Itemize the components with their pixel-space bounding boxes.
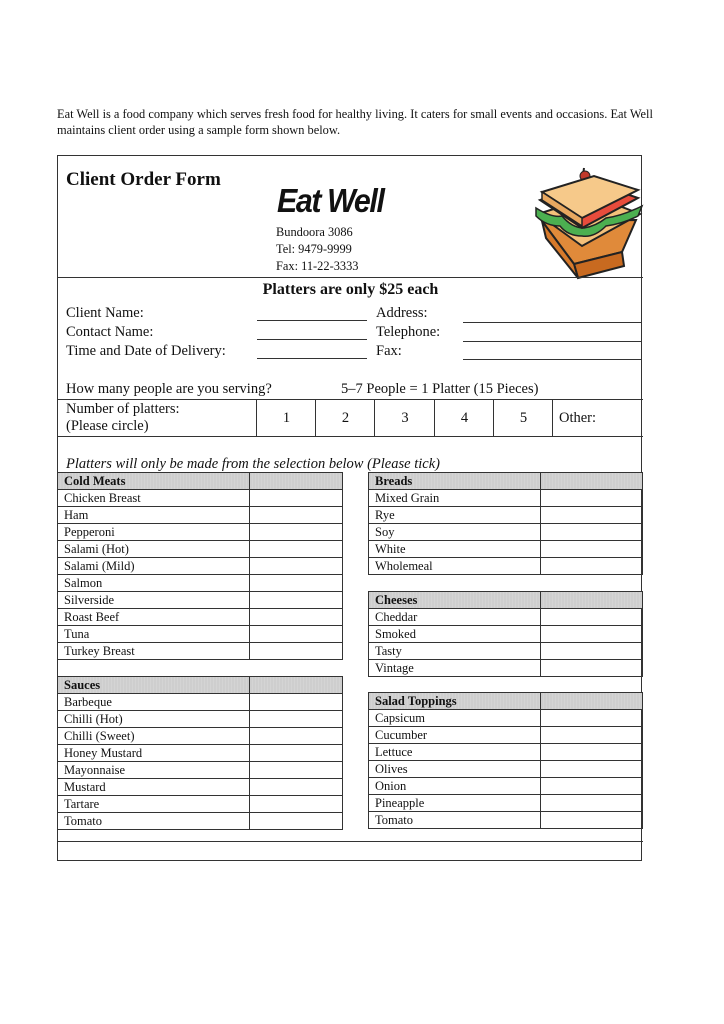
list-item <box>58 812 343 829</box>
telephone-label: Telephone: <box>376 324 441 340</box>
item-label: Chilli (Hot) <box>58 710 250 727</box>
form-title: Client Order Form <box>66 169 221 190</box>
item-label: Olives <box>369 761 541 778</box>
item-label: Mayonnaise <box>58 761 250 778</box>
serving-question: How many people are you serving? <box>66 381 272 397</box>
item-label: Mixed Grain <box>369 490 541 507</box>
client-name-field[interactable] <box>257 320 367 321</box>
contact-name-label: Contact Name: <box>66 324 154 340</box>
item-label: Salami (Hot) <box>58 541 250 558</box>
list-item <box>369 812 643 829</box>
list-item <box>369 778 643 795</box>
serving-rule: 5–7 People = 1 Platter (15 Pieces) <box>341 381 539 397</box>
list-item <box>369 659 643 676</box>
list-item <box>58 727 343 744</box>
platter-option-1[interactable]: 1 <box>256 400 316 436</box>
list-item <box>369 727 643 744</box>
left-selection-table <box>57 472 343 830</box>
item-label: Smoked <box>369 625 541 642</box>
fax-field[interactable] <box>463 359 641 360</box>
heading-spacer <box>541 473 643 490</box>
platters-label: Number of platters: (Please circle) <box>66 401 180 434</box>
item-label: Chilli (Sweet) <box>58 727 250 744</box>
list-item <box>58 761 343 778</box>
list-item <box>58 778 343 795</box>
tick-box[interactable] <box>250 693 343 710</box>
list-item <box>58 507 343 524</box>
item-label: Salami (Mild) <box>58 558 250 575</box>
telephone-field[interactable] <box>463 341 641 342</box>
brand-logo-text: Eat Well <box>277 182 384 219</box>
tick-box[interactable] <box>541 642 643 659</box>
item-label: White <box>369 541 541 558</box>
delivery-time-field[interactable] <box>257 358 367 359</box>
item-label: Honey Mustard <box>58 744 250 761</box>
list-item <box>58 693 343 710</box>
right-selection-table <box>368 472 643 829</box>
heading-spacer <box>250 473 343 490</box>
item-label: Lettuce <box>369 744 541 761</box>
list-item <box>369 795 643 812</box>
sauces-heading: Sauces <box>58 676 250 693</box>
address-field[interactable] <box>463 322 641 323</box>
sandwich-icon <box>532 166 644 280</box>
tick-box[interactable] <box>250 626 343 643</box>
item-label: Roast Beef <box>58 609 250 626</box>
tick-box[interactable] <box>250 761 343 778</box>
tick-box[interactable] <box>541 608 643 625</box>
tick-box[interactable] <box>541 625 643 642</box>
item-label: Barbeque <box>58 693 250 710</box>
platter-option-2[interactable]: 2 <box>315 400 375 436</box>
item-label: Salmon <box>58 575 250 592</box>
item-label: Tasty <box>369 642 541 659</box>
list-item <box>58 575 343 592</box>
delivery-time-label: Time and Date of Delivery: <box>66 343 226 359</box>
address-label: Address: <box>376 305 428 321</box>
tick-box[interactable] <box>541 490 643 507</box>
list-item <box>58 710 343 727</box>
tick-box[interactable] <box>541 744 643 761</box>
fax-label: Fax: <box>376 343 402 359</box>
spacer-cell <box>541 575 643 592</box>
list-item <box>369 507 643 524</box>
company-fax: Fax: 11-22-3333 <box>276 259 359 273</box>
list-item <box>369 761 643 778</box>
tick-box[interactable] <box>250 795 343 812</box>
tick-box[interactable] <box>541 710 643 727</box>
spacer-cell <box>369 676 541 693</box>
tick-box[interactable] <box>541 761 643 778</box>
spacer-cell <box>58 660 250 677</box>
selection-instruction: Platters will only be made from the selection below (Please tick) <box>66 456 440 472</box>
company-tel: Tel: 9479-9999 <box>276 242 352 256</box>
list-item <box>58 490 343 507</box>
list-item <box>58 626 343 643</box>
tick-box[interactable] <box>541 659 643 676</box>
tick-box[interactable] <box>541 727 643 744</box>
item-label: Pineapple <box>369 795 541 812</box>
list-item <box>369 524 643 541</box>
tick-box[interactable] <box>541 795 643 812</box>
tick-box[interactable] <box>250 710 343 727</box>
tick-box[interactable] <box>541 507 643 524</box>
heading-spacer <box>250 676 343 693</box>
tick-box[interactable] <box>250 507 343 524</box>
platter-option-3[interactable]: 3 <box>374 400 435 436</box>
spacer-cell <box>541 676 643 693</box>
heading-spacer <box>541 591 643 608</box>
company-address: Bundoora 3086 <box>276 225 353 239</box>
item-label: Tuna <box>58 626 250 643</box>
tick-box[interactable] <box>250 727 343 744</box>
item-label: Silverside <box>58 592 250 609</box>
list-item <box>58 795 343 812</box>
cheeses-heading: Cheeses <box>369 591 541 608</box>
item-label: Ham <box>58 507 250 524</box>
list-item <box>58 609 343 626</box>
platter-option-5[interactable]: 5 <box>493 400 553 436</box>
tick-box[interactable] <box>250 592 343 609</box>
tick-box[interactable] <box>250 524 343 541</box>
item-label: Tomato <box>58 812 250 829</box>
item-label: Onion <box>369 778 541 795</box>
item-label: Tomato <box>369 812 541 829</box>
salad-toppings-heading: Salad Toppings <box>369 693 541 710</box>
cold-meats-heading: Cold Meats <box>58 473 250 490</box>
tick-box[interactable] <box>541 541 643 558</box>
item-label: Mustard <box>58 778 250 795</box>
item-label: Soy <box>369 524 541 541</box>
spacer-cell <box>250 660 343 677</box>
item-label: Cucumber <box>369 727 541 744</box>
tick-box[interactable] <box>250 490 343 507</box>
item-label: Rye <box>369 507 541 524</box>
tick-box[interactable] <box>250 575 343 592</box>
list-item <box>58 744 343 761</box>
list-item <box>58 643 343 660</box>
list-item <box>58 524 343 541</box>
item-label: Capsicum <box>369 710 541 727</box>
item-label: Cheddar <box>369 608 541 625</box>
tick-box[interactable] <box>250 643 343 660</box>
breads-heading: Breads <box>369 473 541 490</box>
item-label: Wholemeal <box>369 558 541 575</box>
item-label: Turkey Breast <box>58 643 250 660</box>
tick-box[interactable] <box>541 778 643 795</box>
contact-name-field[interactable] <box>257 339 367 340</box>
tick-box[interactable] <box>541 558 643 575</box>
list-item <box>58 558 343 575</box>
platter-option-4[interactable]: 4 <box>434 400 494 436</box>
list-item <box>369 541 643 558</box>
item-label: Pepperoni <box>58 524 250 541</box>
tick-box[interactable] <box>250 558 343 575</box>
list-item <box>369 608 643 625</box>
tick-box[interactable] <box>250 609 343 626</box>
list-item <box>58 592 343 609</box>
tick-box[interactable] <box>250 812 343 829</box>
tick-box[interactable] <box>541 524 643 541</box>
platter-option-other[interactable]: Other: <box>552 400 644 436</box>
item-label: Tartare <box>58 795 250 812</box>
tick-box[interactable] <box>250 744 343 761</box>
heading-spacer <box>541 693 643 710</box>
item-label: Chicken Breast <box>58 490 250 507</box>
list-item <box>369 710 643 727</box>
tick-box[interactable] <box>541 812 643 829</box>
intro-paragraph: Eat Well is a food company which serves fresh food for healthy living. It caters for small events and occasions. Eat Well maintains client order using a sample form shown below. <box>57 107 653 137</box>
list-item <box>369 744 643 761</box>
item-label: Vintage <box>369 659 541 676</box>
tick-box[interactable] <box>250 778 343 795</box>
platter-price-banner: Platters are only $25 each <box>262 281 439 298</box>
list-item <box>369 625 643 642</box>
platter-count-row <box>58 400 643 436</box>
list-item <box>369 558 643 575</box>
list-item <box>58 541 343 558</box>
list-item <box>369 490 643 507</box>
client-name-label: Client Name: <box>66 305 144 321</box>
tick-box[interactable] <box>250 541 343 558</box>
spacer-cell <box>369 575 541 592</box>
list-item <box>369 642 643 659</box>
